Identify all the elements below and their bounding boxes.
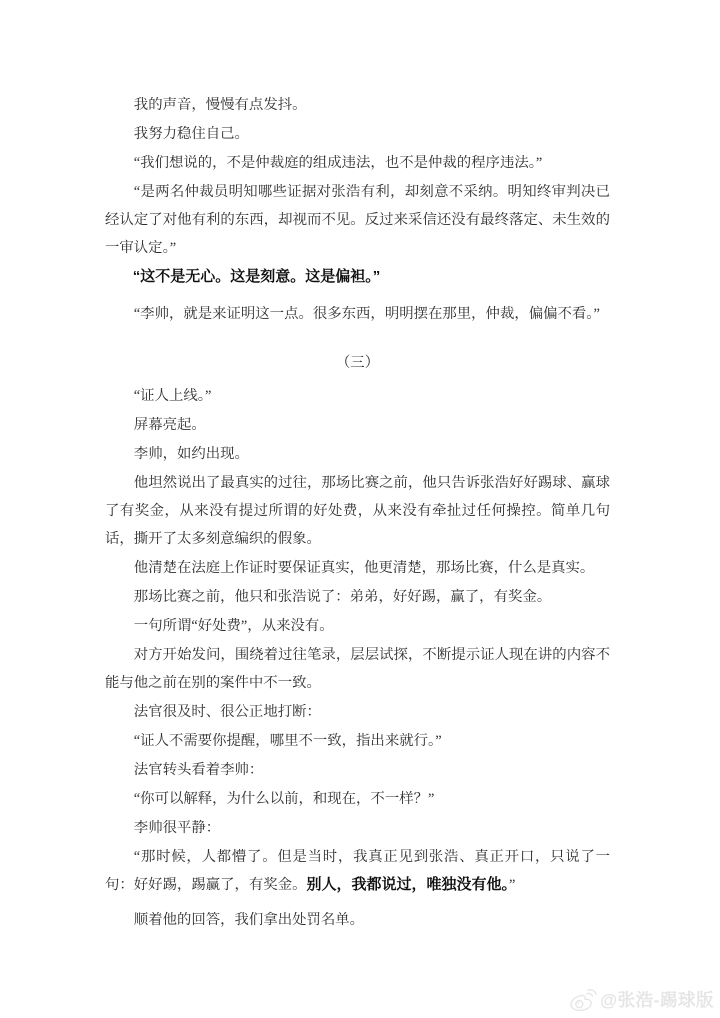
paragraph: 我的声音，慢慢有点发抖。	[133, 97, 307, 113]
paragraph-bold-emphasis: “这不是无心。这是刻意。这是偏袒。”	[132, 268, 381, 285]
page-body	[105, 91, 610, 935]
paragraph-with-bold-ending	[105, 843, 610, 899]
paragraph: 一句所谓“好处费”，从来没有。	[133, 618, 334, 634]
paragraph: “是两名仲裁员明知哪些证据对张浩有利，却刻意不采纳。明知终审判决已经认定了对他有利的东西，却视而不见。反过来采信还没有最终落定、未生效的一审认定。”	[105, 184, 610, 256]
paragraph: 屏幕亮起。	[133, 417, 206, 433]
paragraph: 对方开始发问，围绕着过往笔录，层层试探，不断提示证人现在讲的内容不能与他之前在别的案件中不一致。	[105, 647, 610, 691]
weibo-icon	[569, 988, 597, 1012]
paragraph-text: “那时候，人都懵了。但是当时，我真正见到张浩、真正开口，只说了一句：好好踢，踢赢了，有奖金。	[105, 849, 610, 893]
section-heading: （三）	[335, 355, 380, 371]
paragraph: “你可以解释，为什么以前，和现在，不一样？”	[133, 791, 435, 807]
paragraph: 顺着他的回答，我们拿出处罚名单。	[133, 912, 365, 928]
paragraph-text: ”	[509, 877, 516, 893]
paragraph: “我们想说的，不是仲裁庭的组成违法，也不是仲裁的程序违法。”	[133, 155, 543, 171]
paragraph: 法官转头看着李帅：	[133, 762, 264, 778]
paragraph: 他清楚在法庭上作证时要保证真实，他更清楚，那场比赛，什么是真实。	[133, 560, 595, 576]
paragraph-bold-text: 别人，我都说过，唯独没有他。	[306, 876, 509, 893]
watermark	[569, 987, 714, 1012]
paragraph: 李帅，如约出现。	[133, 446, 249, 462]
paragraph: “李帅，就是来证明这一点。很多东西，明明摆在那里，仲裁，偏偏不看。”	[133, 306, 600, 322]
paragraph: “证人上线。”	[133, 388, 212, 404]
paragraph: 我努力稳住自己。	[133, 126, 249, 142]
paragraph: 李帅很平静：	[133, 820, 221, 836]
paragraph: 那场比赛之前，他只和张浩说了：弟弟，好好踢，赢了，有奖金。	[133, 589, 552, 605]
watermark-text: @张浩-踢球版	[600, 990, 714, 1010]
paragraph: 他坦然说出了最真实的过往，那场比赛之前，他只告诉张浩好好踢球、赢球了有奖金，从来没有提过所谓的好处费，从来没有牵扯过任何操控。简单几句话，撕开了太多刻意编织的假象。	[105, 475, 610, 547]
paragraph: “证人不需要你提醒，哪里不一致，指出来就行。”	[133, 733, 442, 749]
paragraph: 法官很及时、很公正地打断：	[133, 704, 321, 720]
